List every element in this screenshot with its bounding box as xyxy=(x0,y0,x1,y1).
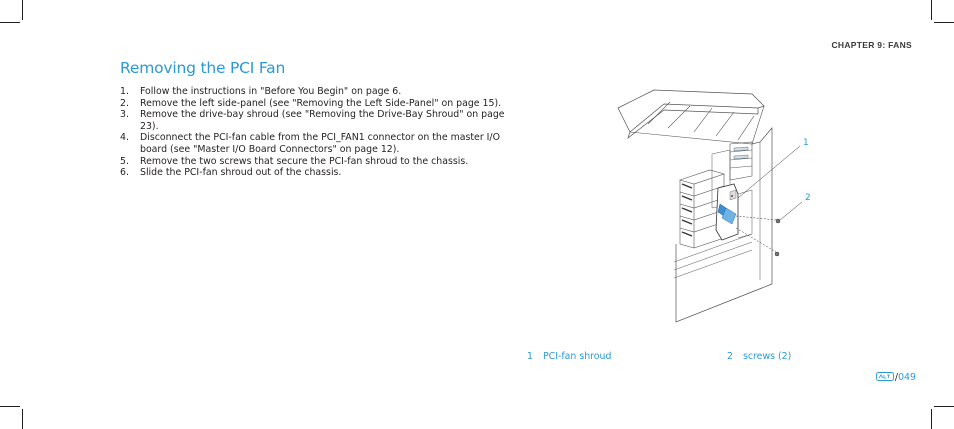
screw xyxy=(775,252,779,256)
page-number-value: 049 xyxy=(898,372,916,383)
step-number: 2. xyxy=(120,97,129,109)
step-item xyxy=(120,156,520,168)
instruction-steps xyxy=(120,86,520,179)
step-number: 4. xyxy=(120,132,129,144)
legend-number: 1 xyxy=(527,351,533,362)
step-text: Remove the two screws that secure the PCI-fan shroud to the chassis. xyxy=(140,155,469,167)
screw xyxy=(776,219,780,223)
page-slash: / xyxy=(894,372,899,383)
page-title: Removing the PCI Fan xyxy=(120,59,286,77)
crop-mark xyxy=(934,22,954,23)
step-item xyxy=(120,86,520,98)
page-number xyxy=(876,372,916,383)
step-item xyxy=(120,98,520,110)
step-text: Slide the PCI-fan shroud out of the chassis. xyxy=(140,167,342,179)
chassis-illustration xyxy=(612,84,812,324)
step-item xyxy=(120,167,520,179)
step-number: 1. xyxy=(120,86,129,97)
crop-mark xyxy=(934,406,954,407)
step-text: Disconnect the PCI-fan cable from the PCI_FAN1 connector on the master I/O board (see "Master I/O Board Connectors" on page 12). xyxy=(140,132,500,155)
crop-mark xyxy=(22,0,23,20)
legend-label: screws (2) xyxy=(743,351,792,362)
brand-logo-icon xyxy=(876,372,894,381)
step-text: Remove the drive-bay shroud (see "Removing the Drive-Bay Shroud" on page 23). xyxy=(140,109,505,132)
crop-mark xyxy=(0,22,20,23)
crop-mark xyxy=(931,409,932,429)
legend-item xyxy=(527,351,611,362)
step-text: Remove the left side-panel (see "Removing the Left Side-Panel" on page 15). xyxy=(140,97,502,109)
callout-label: 1 xyxy=(803,138,809,148)
crop-mark xyxy=(0,406,20,407)
step-item xyxy=(120,132,520,155)
step-number: 5. xyxy=(120,155,129,167)
chapter-header: CHAPTER 9: FANS xyxy=(831,40,912,50)
step-number: 3. xyxy=(120,109,129,121)
step-item xyxy=(120,109,520,132)
legend-item xyxy=(727,351,791,362)
callout-label: 2 xyxy=(805,193,811,203)
crop-mark xyxy=(22,409,23,429)
step-number: 6. xyxy=(120,167,129,179)
step-text: Follow the instructions in "Before You Begin" on page 6. xyxy=(140,86,402,97)
legend-label: PCI-fan shroud xyxy=(543,351,612,362)
legend-number: 2 xyxy=(727,351,733,362)
crop-mark xyxy=(931,0,932,20)
